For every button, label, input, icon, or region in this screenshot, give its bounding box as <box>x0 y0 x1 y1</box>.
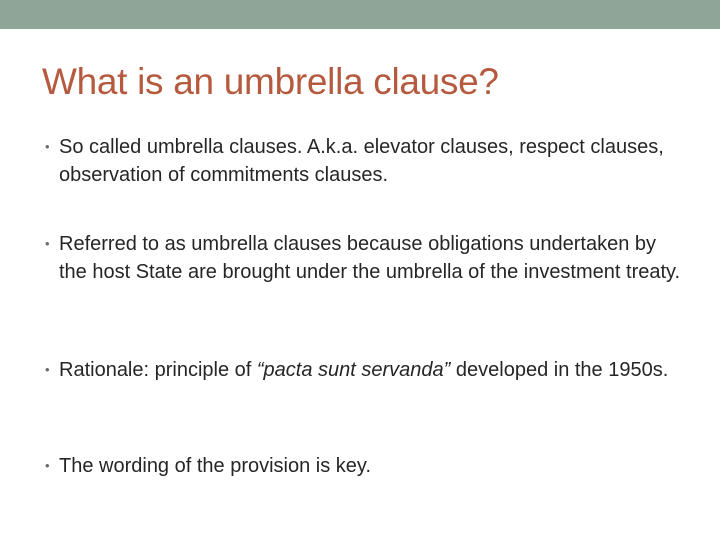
bullet-text-before: Rationale: principle of <box>59 359 257 381</box>
bullet-marker: • <box>45 362 50 377</box>
bullet-item <box>45 452 685 480</box>
bullet-item <box>45 230 685 286</box>
latin-phrase: “pacta sunt servanda” <box>256 359 451 381</box>
bullet-text <box>45 356 685 384</box>
bullet-marker: • <box>45 458 50 473</box>
bullet-marker: • <box>45 236 50 251</box>
bullet-text: So called umbrella clauses. A.k.a. elevator clauses, respect clauses, observation of commitments clauses. <box>59 136 664 186</box>
bullet-text-after: developed in the 1950s. <box>450 359 669 381</box>
bullet-item <box>45 133 685 189</box>
bullet-marker: • <box>45 139 50 154</box>
slide-title: What is an umbrella clause? <box>42 61 499 102</box>
bullet-text: Referred to as umbrella clauses because obligations undertaken by the host State are brought under the umbrella of the investment treaty. <box>59 233 681 283</box>
bullet-item <box>45 356 685 384</box>
bullet-text: The wording of the provision is key. <box>59 455 372 477</box>
